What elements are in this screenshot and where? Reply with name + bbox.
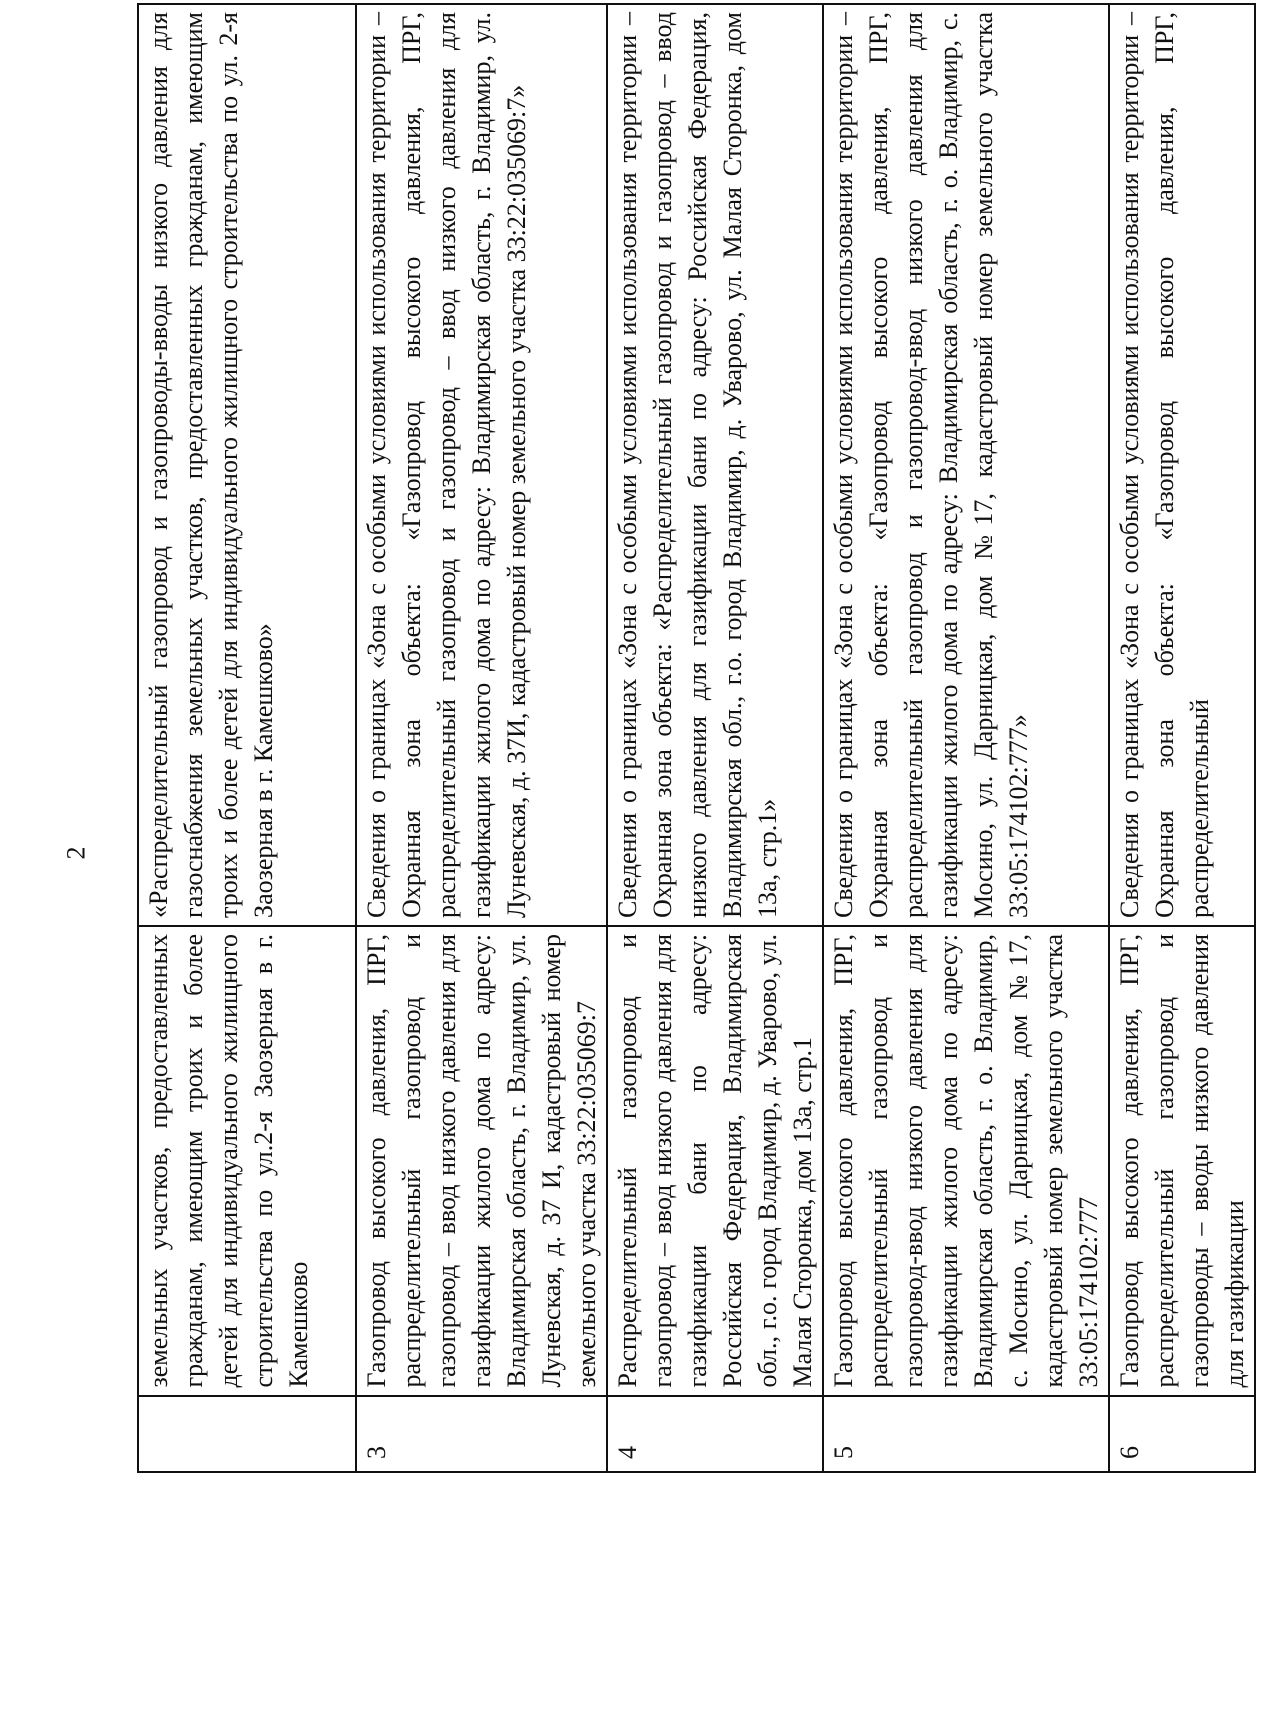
row-number-cell [138, 1396, 356, 1472]
zone-info-cell [823, 4, 1109, 926]
object-description-text: земельных участков, предоставленных гражданам, имеющим троих и более детей для индивидуального жилищного строительства по ул.2-я Заозерная в г. Камешково [144, 933, 313, 1388]
zone-info-text: Сведения о границах «Зона с особыми условиями использования территории – Охранная зона объекта: «Газопровод высокого давления, ПРГ, распределительный газопровод и газопровод – ввод низкого давления для газификации жилого дома по адресу: Владимирская область, г. Владимир, ул. Луневская, д. 37И, кадастровый номер земельного участка 33:22:035069:7» [362, 12, 531, 918]
zone-info-text: Сведения о границах «Зона с особыми условиями использования территории – Охранная зона объекта: «Распределительный газопровод и газопровод – ввод низкого давления для газификации бани по адресу: Российская Федерация, Владимирская обл., г.о. город Владимир, д. Уварово, ул. Малая Сторонка, дом 13а, стр.1» [613, 12, 782, 918]
table-row [823, 4, 1109, 1472]
table-row [356, 4, 607, 1472]
object-description-text: Распределительный газопровод и газопровод – ввод низкого давления для газификации бани по адресу: Российская Федерация, Владимирская обл., г.о. город Владимир, д. Уварово, ул. Малая Сторонка, дом 13а, стр.1 [613, 933, 817, 1388]
zone-info-text: Сведения о границах «Зона с особыми условиями использования территории – Охранная зона объекта: «Газопровод высокого давления, ПРГ, распределительный газопровод и газопровод-ввод низкого давления для газификации жилого дома по адресу: Владимирская область, г. о. Владимир, с. Мосино, ул. Дарницкая, дом №17, кадастровый номер земельного участка 33:05:174102:777» [829, 12, 1033, 918]
object-description-cell [823, 926, 1109, 1396]
object-description-cell [607, 926, 823, 1396]
table-row [138, 4, 356, 1472]
row-number-cell: 6 [1109, 1396, 1255, 1472]
object-description-cell [138, 926, 356, 1396]
table-row [1109, 4, 1255, 1472]
page-number: 2 [61, 846, 91, 860]
object-description-cell [1109, 926, 1255, 1396]
row-number-cell: 5 [823, 1396, 1109, 1472]
object-description-text: Газопровод высокого давления, ПРГ, распределительный газопровод и газопровод – ввод низкого давления для газификации жилого дома по адресу: Владимирская область, г. Владимир, ул. Луневская, д. 37 И, кадастровый номер земельного участка 33:22:035069:7 [362, 933, 601, 1388]
gas-pipeline-table [137, 3, 1256, 1473]
object-description-text: Газопровод высокого давления, ПРГ, распределительный газопровод и газопроводы – вводы низкого давления для газификации [1115, 933, 1249, 1388]
object-description-text: Газопровод высокого давления, ПРГ, распределительный газопровод и газопровод-ввод низкого давления для газификации жилого дома по адресу: Владимирская область, г. о. Владимир, с. Мосино, ул. Дарницкая, дом №17, кадастровый номер земельного участка 33:05:174102:777 [829, 933, 1103, 1388]
table-row [607, 4, 823, 1472]
object-description-cell [356, 926, 607, 1396]
zone-info-text: «Распределительный газопровод и газопроводы-вводы низкого давления для газоснабжения земельных участков, предоставленных гражданам, имеющим троих и более детей для индивидуального жилищного строительства по ул. 2-я Заозерная в г. Камешково» [144, 12, 278, 918]
row-number-cell: 4 [607, 1396, 823, 1472]
row-number-cell: 3 [356, 1396, 607, 1472]
zone-info-cell [356, 4, 607, 926]
zone-info-cell [1109, 4, 1255, 926]
zone-info-text: Сведения о границах «Зона с особыми условиями использования территории – Охранная зона объекта: «Газопровод высокого давления, ПРГ, распределительный [1115, 12, 1214, 918]
rotated-page-content [137, 3, 1277, 1473]
zone-info-cell [138, 4, 356, 926]
zone-info-cell [607, 4, 823, 926]
